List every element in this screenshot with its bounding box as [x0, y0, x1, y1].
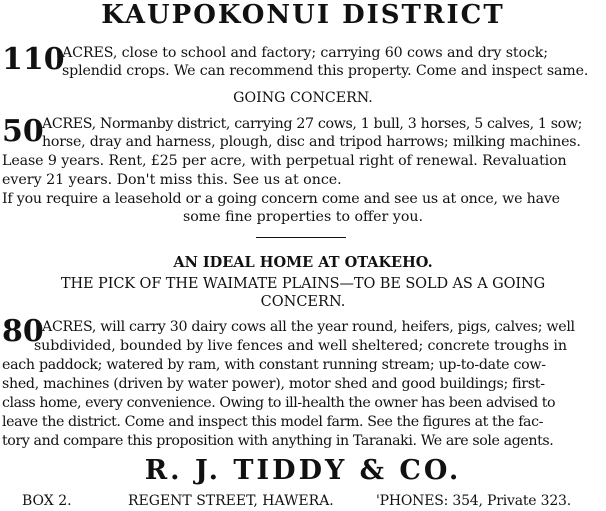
listing-1-number: 110 — [2, 42, 65, 77]
listing-2-line-3: Lease 9 years. Rent, £25 per acre, with perpetual right of renewal. Revaluation — [2, 153, 567, 169]
listing-1-line-1: ACRES, close to school and factory; carrying 60 cows and dry stock; — [62, 45, 548, 61]
listing-3-line-6: leave the district. Come and inspect this model farm. See the figures at the fac- — [2, 414, 544, 430]
listing-3-line-7: tory and compare this proposition with anything in Taranaki. We are sole agents. — [2, 433, 554, 449]
listing-3-line-4: shed, machines (driven by water power), motor shed and good buildings; first- — [2, 376, 545, 392]
listing-1-status: GOING CONCERN. — [233, 90, 373, 106]
section-divider — [256, 237, 346, 238]
listing-2-line-2: horse, dray and harness, plough, disc and tripod harrows; milking machines. — [42, 134, 581, 150]
listing-1-line-2: splendid crops. We can recommend this property. Come and inspect same. — [62, 63, 589, 79]
listing-3-line-1: ACRES, will carry 30 dairy cows all the year round, heifers, pigs, calves; well — [42, 319, 575, 335]
listing-2-line-4: every 21 years. Don't miss this. See us at once. — [2, 172, 342, 188]
listing-3-heading: AN IDEAL HOME AT OTAKEHO. — [173, 254, 433, 271]
listing-3-line-2: subdivided, bounded by live fences and well sheltered; concrete troughs in — [34, 338, 567, 354]
page-title: KAUPOKONUI DISTRICT — [101, 0, 505, 30]
footer-phones: 'PHONES: 354, Private 323. — [376, 493, 571, 509]
listing-2-number: 50 — [2, 114, 44, 149]
firm-name: R. J. TIDDY & CO. — [144, 455, 462, 486]
listing-3-number: 80 — [2, 314, 44, 349]
listing-3-line-3: each paddock; watered by ram, with constant running stream; up-to-date cow- — [2, 357, 546, 373]
listing-2-line-5: If you require a leasehold or a going concern come and see us at once, we have — [2, 191, 560, 207]
footer-box: BOX 2. — [22, 493, 72, 509]
footer-address: REGENT STREET, HAWERA. — [128, 493, 334, 509]
listing-3-subheading: THE PICK OF THE WAIMATE PLAINS—TO BE SOLD AS A GOING — [60, 276, 546, 292]
listing-2-line-1: ACRES, Normanby district, carrying 27 cows, 1 bull, 3 horses, 5 calves, 1 sow; — [42, 116, 583, 132]
listing-3-subheading-cont: CONCERN. — [260, 294, 346, 310]
listing-3-line-5: class home, every convenience. Owing to ill-health the owner has been advised to — [2, 395, 556, 411]
listing-2-line-6: some fine properties to offer you. — [182, 209, 424, 225]
